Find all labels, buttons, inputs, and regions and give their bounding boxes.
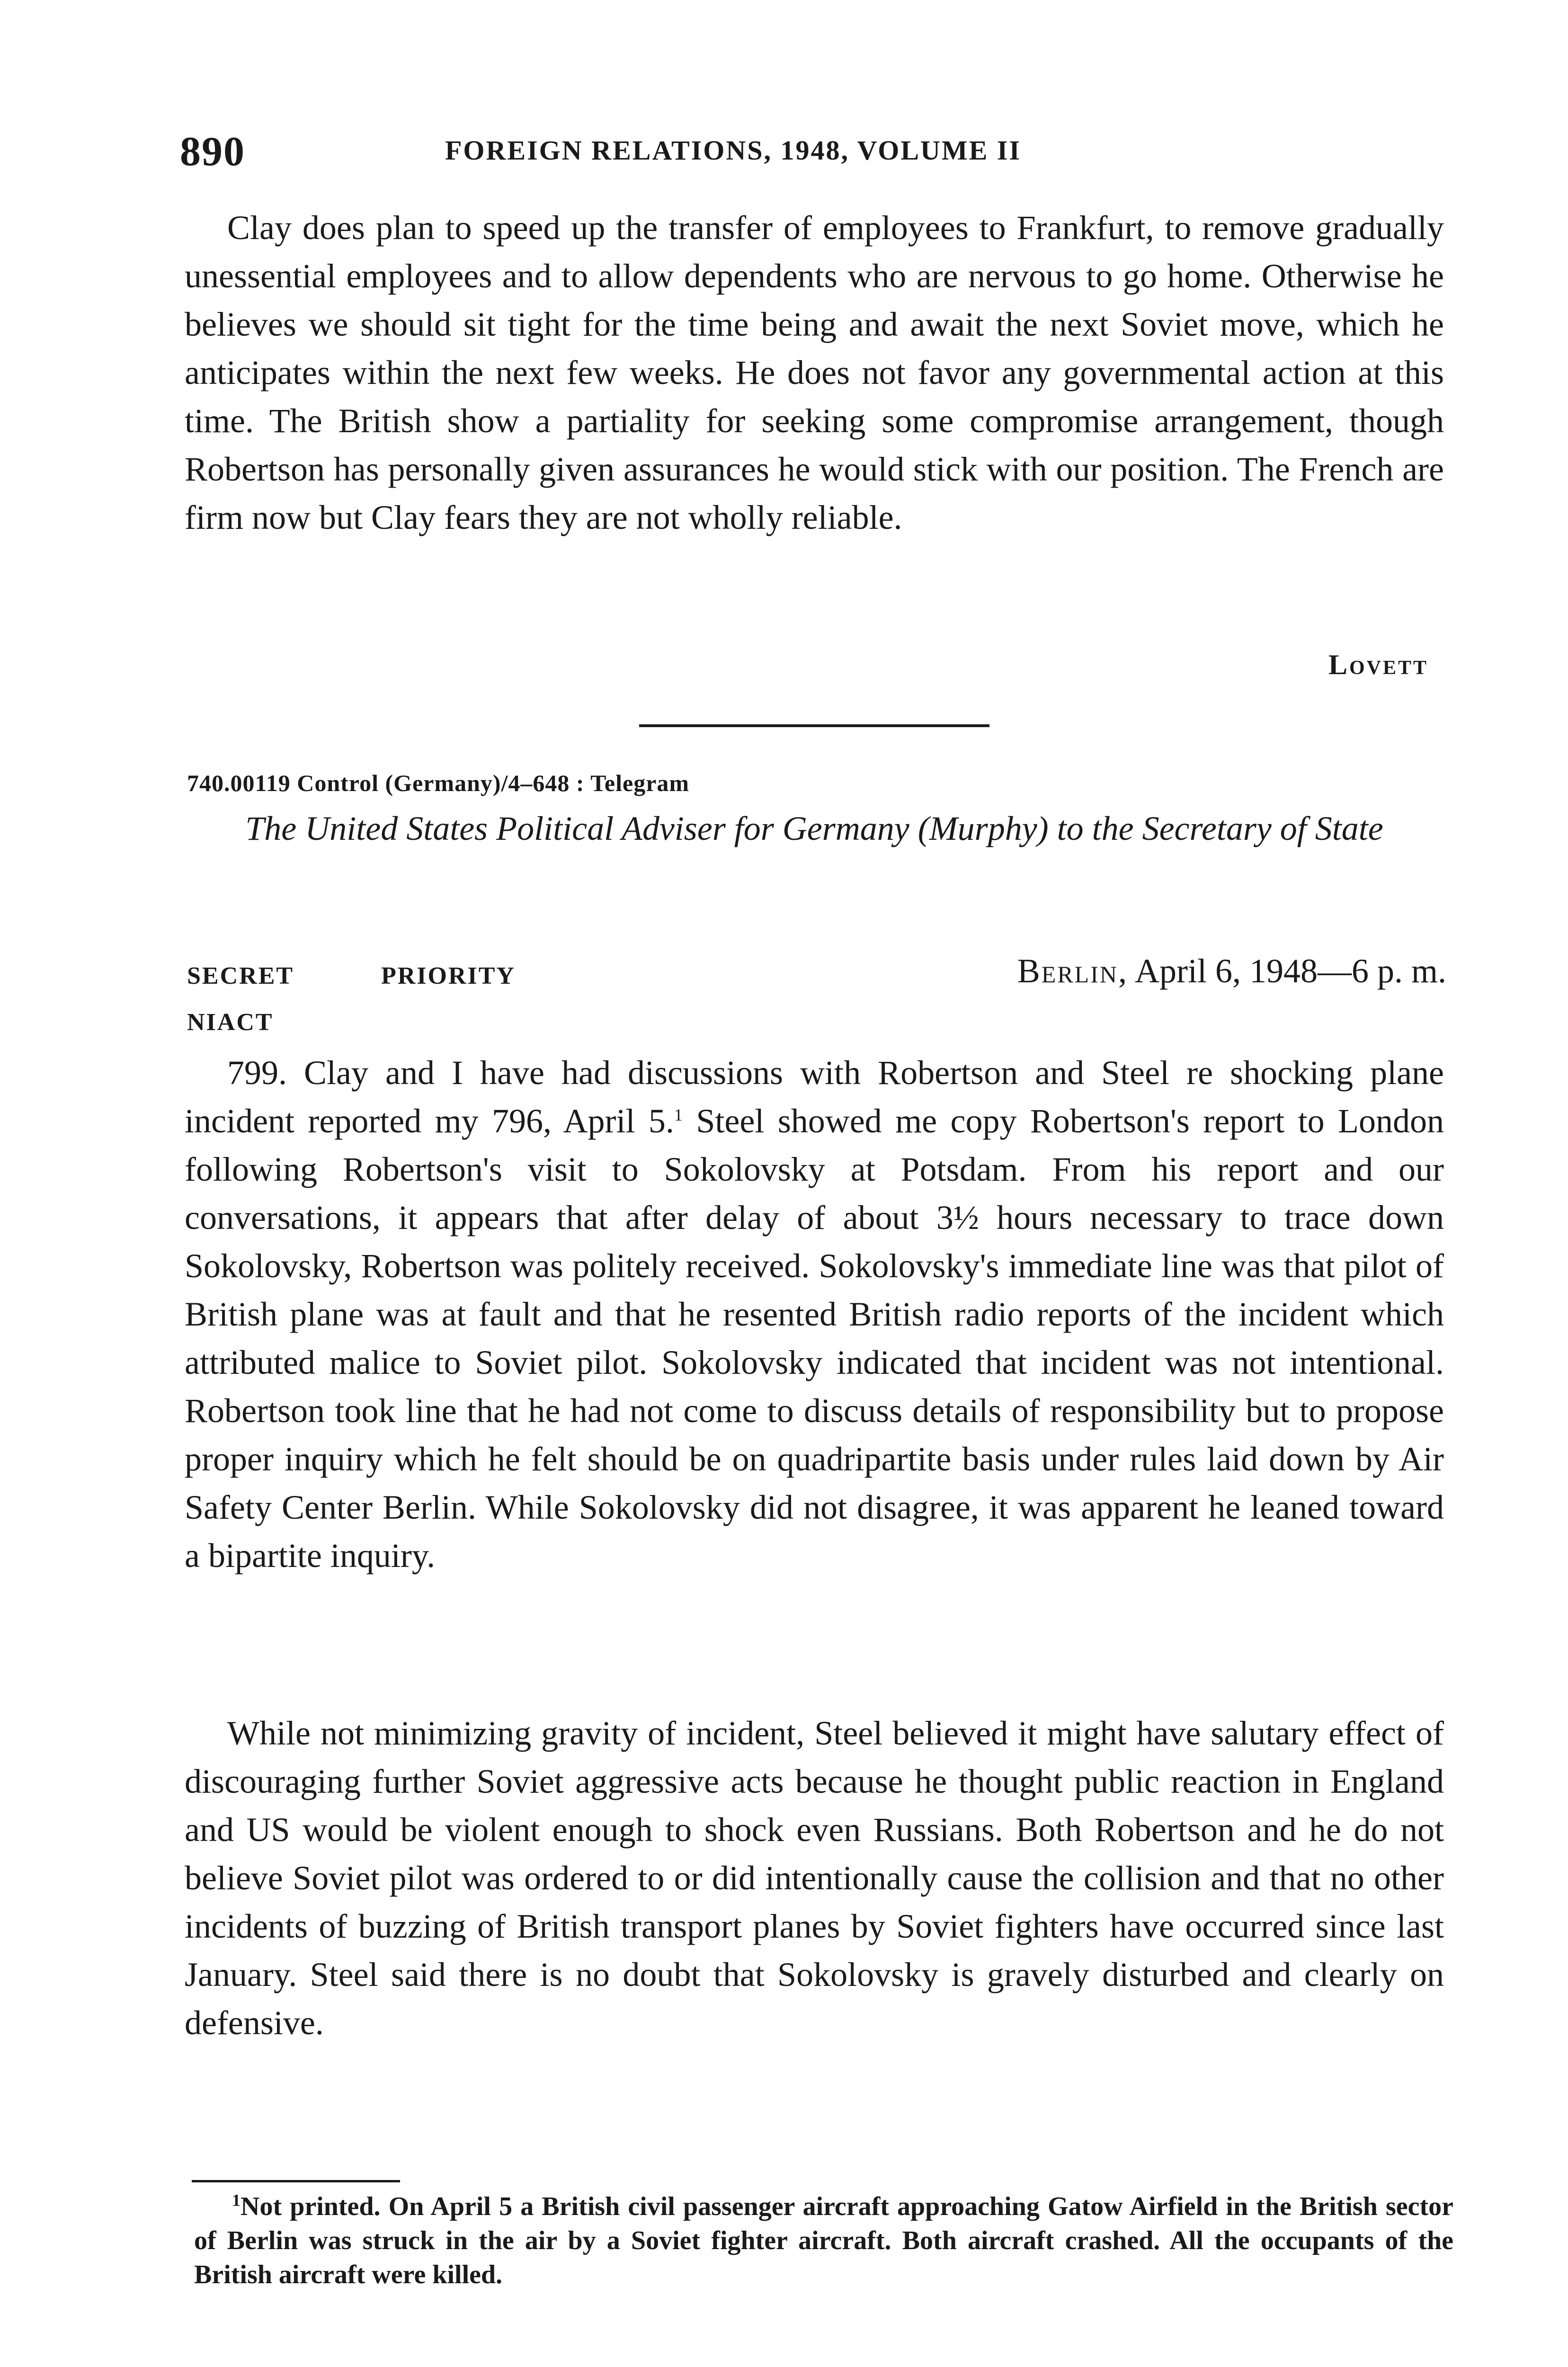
footnote-text: Not printed. On April 5 a British civil passenger aircraft approaching Gatow Airfield in the British sector of Berlin was struck in the air by a Soviet fighter aircraft. Both aircraft crashed. All the occupants of the British aircraft were killed. bbox=[194, 2192, 1453, 2289]
page-header bbox=[180, 128, 1411, 180]
classification-line bbox=[187, 952, 1446, 994]
document-title: The United States Political Adviser for Germany (Murphy) to the Secretary of State bbox=[245, 810, 1383, 847]
paragraph-2-part-2: Steel showed me copy Robertson's report to London following Robertson's visit to Sokolovsky at Potsdam. From his report and our conversations, it appears that after delay of about 3½ hours necessary to trace down Sokolovsky, Robertson was politely received. Sokolovsky's immediate line was that pilot of British plane was at fault and that he resented British radio reports of the incident which attributed malice to Soviet pilot. Sokolovsky indicated that incident was not intentional. Robertson took line that he had not come to discuss details of responsibility but to propose proper inquiry which he felt should be on quadripartite basis under rules laid down by Air Safety Center Berlin. While Sokolovsky did not disagree, it was apparent he leaned toward a bipartite inquiry. bbox=[185, 1102, 1444, 1575]
footnote-reference: 1 bbox=[674, 1105, 683, 1124]
priority-label: PRIORITY bbox=[381, 962, 516, 989]
dateline bbox=[1017, 952, 1446, 991]
section-divider bbox=[639, 724, 989, 727]
paragraph-1: Clay does plan to speed up the transfer of employees to Frankfurt, to remove gradually unessential employees and to allow dependents who are nervous to go home. Otherwise he believes we should sit tight for the time being and await the next Soviet move, which he anticipates within the next few weeks. He does not favor any governmental action at this time. The British show a partiality for seeking some compromise arrangement, though Robertson has personally given assurances he would stick with our position. The French are firm now but Clay fears they are not wholly reliable. bbox=[185, 209, 1444, 536]
running-head: FOREIGN RELATIONS, 1948, VOLUME II bbox=[445, 135, 1021, 166]
niact-label: NIACT bbox=[187, 1009, 274, 1036]
file-reference: 740.00119 Control (Germany)/4–648 : Telegram bbox=[187, 770, 690, 796]
paragraph-2-part-1: 799. Clay and I have had discussions with Robertson and Steel re shocking plane incident reported my 796, April 5. bbox=[185, 1054, 1444, 1140]
classification-label: SECRET bbox=[187, 962, 294, 989]
paragraph-2 bbox=[185, 1049, 1444, 1580]
dateline-date: April 6, 1948—6 p. m. bbox=[1135, 952, 1446, 990]
page-number: 890 bbox=[180, 129, 245, 175]
paragraph-3: While not minimizing gravity of incident, Steel believed it might have salutary effect of discouraging further Soviet aggressive acts because he thought public reaction in England and US would be violent enough to shock even Russians. Both Robertson and he do not believe Soviet pilot was ordered to or did intentionally cause the collision and that no other incidents of buzzing of British transport planes by Soviet fighters have occurred since last January. Steel said there is no doubt that Sokolovsky is gravely disturbed and clearly on defensive. bbox=[185, 1714, 1444, 2042]
footnote bbox=[194, 2189, 1453, 2292]
footnote-divider bbox=[192, 2180, 400, 2182]
signature: Lovett bbox=[1328, 649, 1428, 680]
footnote-marker: 1 bbox=[232, 2190, 241, 2210]
dateline-place: Berlin, bbox=[1017, 952, 1128, 990]
